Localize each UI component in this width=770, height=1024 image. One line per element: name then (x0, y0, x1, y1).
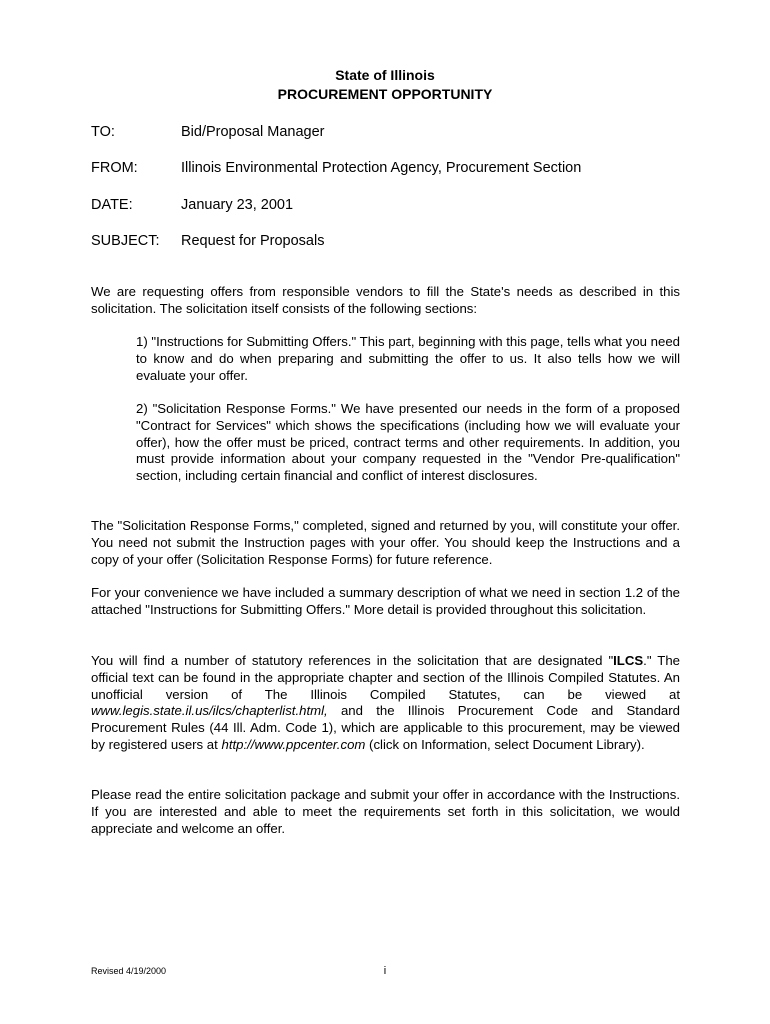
memo-subject-row (91, 232, 691, 252)
statutory-text-3: and the Illinois Procurement Code and Standard Procurement Rules (44 Ill. Adm. Code 1), which are applicable to this procurement, may be viewed by registered users at (91, 703, 680, 752)
memo-to-value: Bid/Proposal Manager (181, 124, 325, 140)
ilcs-term: ILCS (613, 653, 644, 668)
state-title: State of Illinois (335, 67, 435, 83)
intro-paragraph: We are requesting offers from responsible vendors to fill the State's needs as described in this solicitation. The solicitation itself consists of the following sections: (91, 284, 680, 316)
memo-subject-label: SUBJECT: (91, 233, 160, 249)
memo-from-label: FROM: (91, 160, 138, 176)
statutory-text-4: (click on Information, select Document Library). (365, 736, 645, 752)
statutory-paragraph (91, 653, 680, 754)
revision-note: Revised 4/19/2000 (91, 966, 167, 976)
memo-date-value: January 23, 2001 (181, 197, 294, 213)
statutory-text-2: ." The official text can be found in the appropriate chapter and section of the Illinois Compiled Statutes. An unofficial version of The Illinois Compiled Statutes, can be viewed at (91, 653, 680, 702)
statutory-text-1: You will find a number of statutory references in the solicitation that are designated " (91, 653, 614, 668)
page-number: i (383, 965, 387, 977)
memo-subject-value: Request for Proposals (181, 233, 325, 249)
ppcenter-url: http://www.ppcenter.com (221, 736, 366, 752)
memo-date-label: DATE: (91, 197, 133, 213)
section-item-1: 1) "Instructions for Submitting Offers." This part, beginning with this page, tells what you need to know and do when preparing and submitting the offer to us. It also tells how we will evaluate your offer. (136, 334, 680, 383)
memo-from-row (91, 159, 691, 179)
section-item-2: 2) "Solicitation Response Forms." We have presented our needs in the form of a proposed "Contract for Services" which shows the specifications (including how we will evaluate your offer), how the offer must be priced, contract terms and other requirements. In addition, you must provide information about your company requested in the "Vendor Pre-qualification" section, including certain financial and conflict of interest disclosures. (136, 401, 680, 484)
memo-to-label: TO: (91, 124, 115, 140)
convenience-paragraph: For your convenience we have included a summary description of what we need in section 1.2 of the attached "Instructions for Submitting Offers." More detail is provided throughout this solicitation. (91, 585, 680, 617)
memo-to-row (91, 123, 691, 143)
memo-date-row (91, 196, 691, 216)
page-title: PROCUREMENT OPPORTUNITY (277, 86, 493, 102)
ilcs-url: www.legis.state.il.us/ilcs/chapterlist.html, (91, 703, 328, 719)
closing-paragraph: Please read the entire solicitation package and submit your offer in accordance with the Instructions. If you are interested and able to meet the requirements set forth in this solicitation, we would appreciate and welcome an offer. (91, 787, 680, 836)
forms-paragraph: The "Solicitation Response Forms," completed, signed and returned by you, will constitute your offer. You need not submit the Instruction pages with your offer. You should keep the Instructions and a copy of your offer (Solicitation Response Forms) for future reference. (91, 518, 680, 567)
memo-from-value: Illinois Environmental Protection Agency, Procurement Section (181, 160, 582, 176)
